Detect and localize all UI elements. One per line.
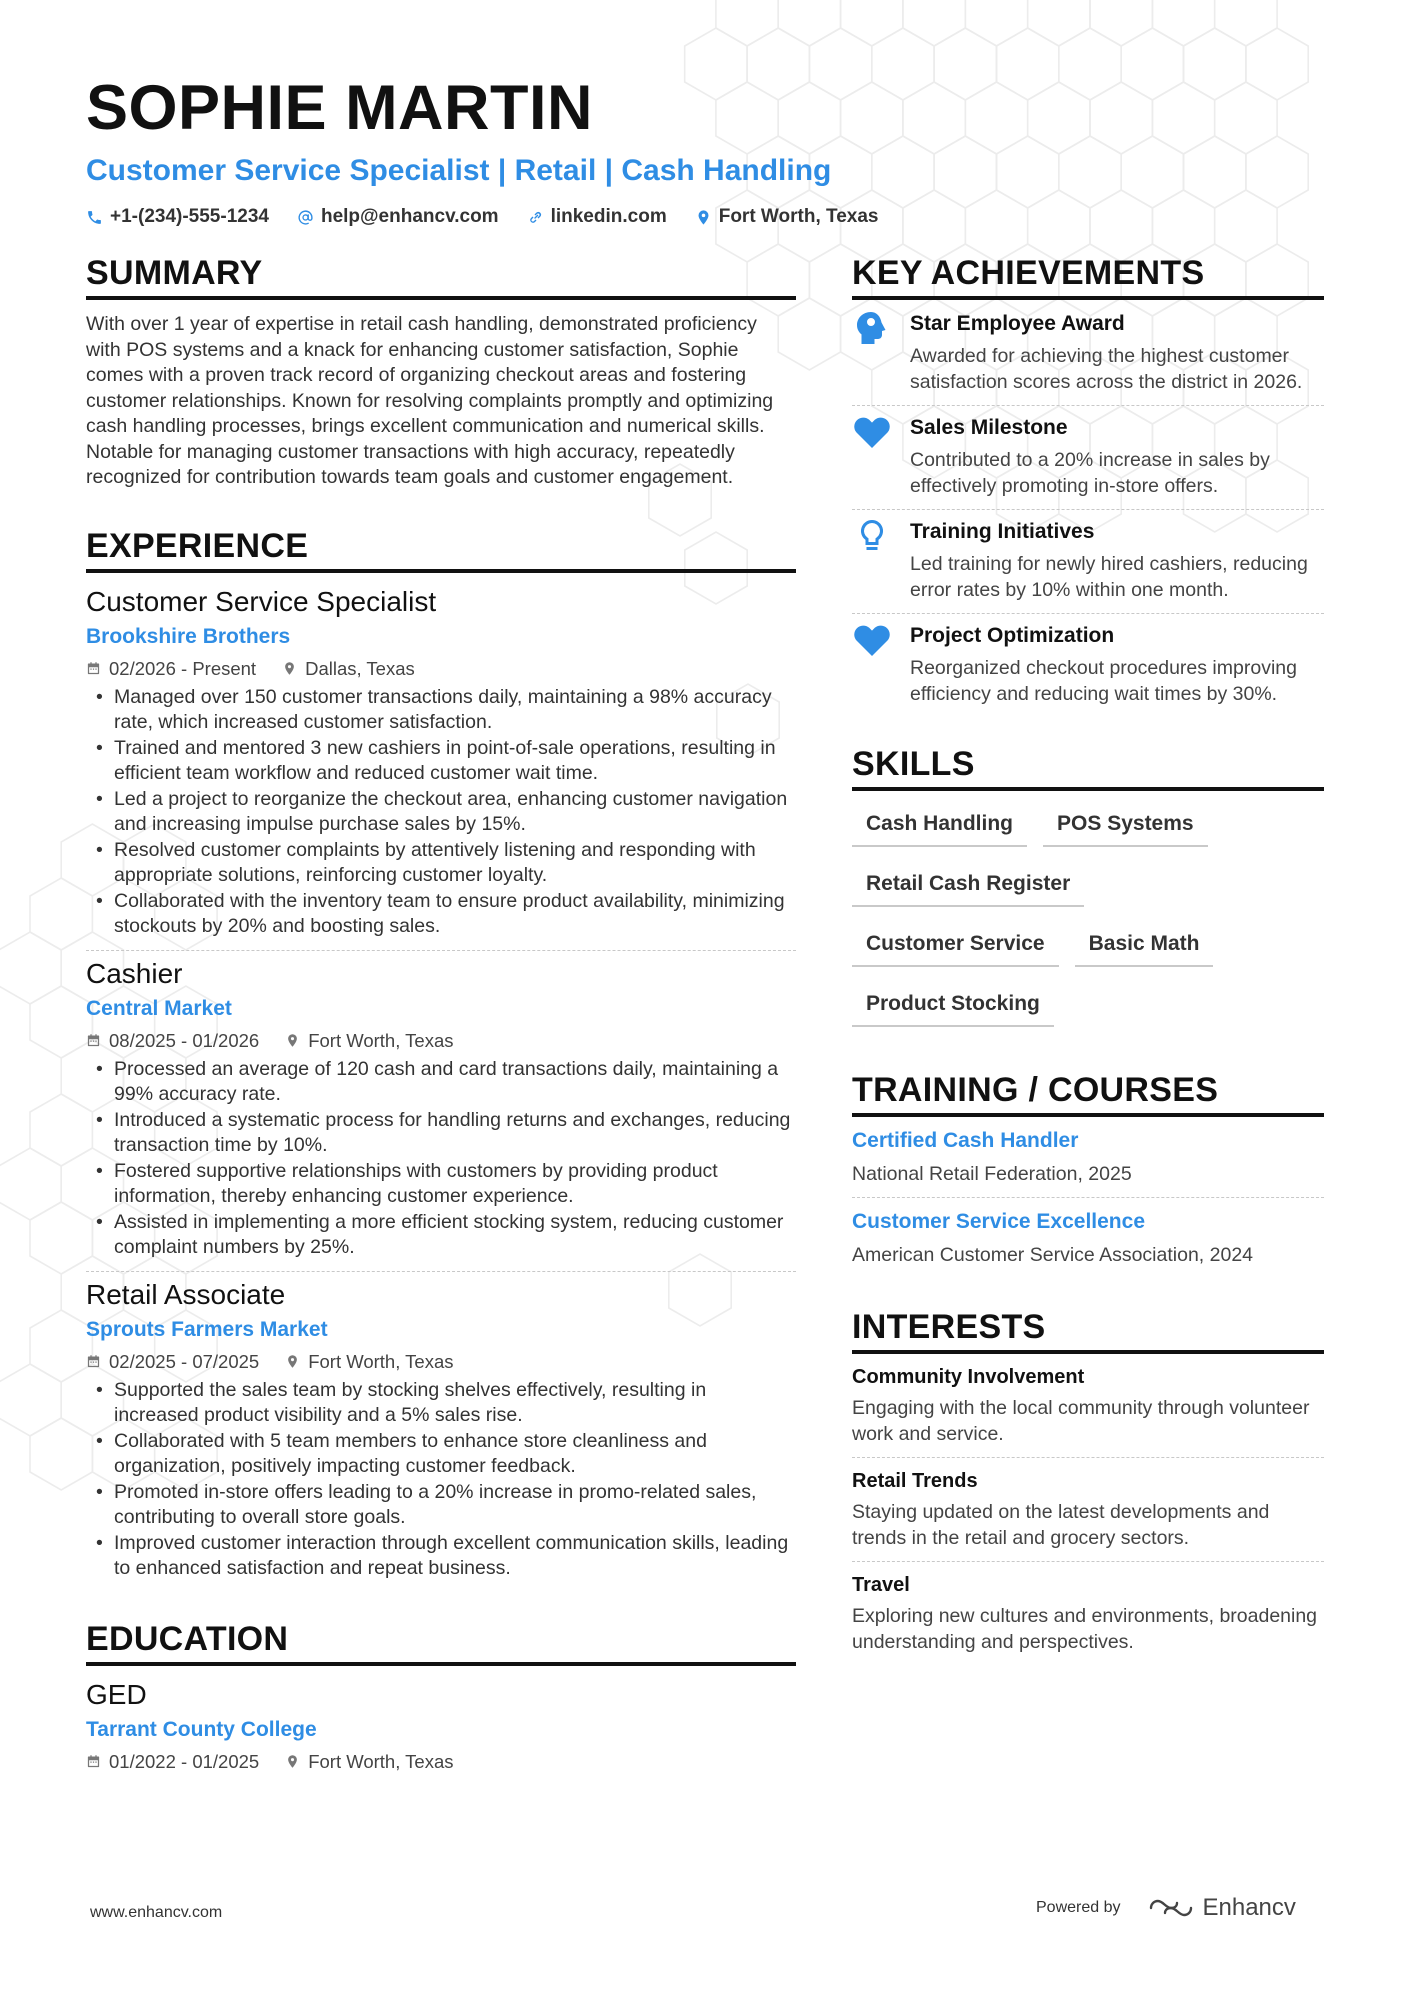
brand-name: Enhancv: [1202, 1894, 1296, 1921]
interest-title: Travel: [852, 1574, 910, 1596]
link-icon: [527, 209, 544, 226]
contact-email[interactable]: [297, 206, 499, 228]
linkedin-text: linkedin.com: [550, 206, 667, 227]
list-item: • Collaborated with the inventory team to ensure product availability, minimizing stockouts by 20% and boosting sales.: [86, 889, 796, 940]
job-bullets: [86, 1378, 796, 1582]
candidate-name: SOPHIE MARTIN: [86, 73, 594, 143]
experience-entry: [86, 1278, 796, 1582]
education-dates: [86, 1750, 259, 1774]
enhancv-logo-icon: [1147, 1896, 1195, 1920]
achievement-item: [852, 614, 1324, 717]
interest-title: Retail Trends: [852, 1470, 978, 1492]
achievement-icon-wrap: [852, 310, 910, 395]
map-pin-icon: [285, 1033, 300, 1048]
achievement-desc: Awarded for achieving the highest customer satisfaction scores across the district in 2026.: [910, 345, 1303, 393]
job-bullets: [86, 685, 796, 940]
experience-entry: [86, 957, 796, 1261]
job-title: Customer Service Specialist: [86, 585, 437, 617]
achievement-icon-wrap: [852, 622, 910, 707]
job-location: [285, 1029, 453, 1053]
job-location-text: Fort Worth, Texas: [308, 1029, 454, 1051]
achievement-body: [910, 310, 1324, 395]
training-section: [852, 1069, 1324, 1278]
right-column: [852, 252, 1324, 1665]
candidate-headline: Customer Service Specialist | Retail | Cash Handling: [86, 154, 832, 187]
head-icon: [852, 310, 892, 346]
experience-entry: [86, 585, 796, 940]
skills-list: [852, 803, 1324, 1043]
achievement-desc: Led training for newly hired cashiers, reducing error rates by 10% within one month.: [910, 553, 1308, 601]
email-text: help@enhancv.com: [320, 206, 499, 227]
list-item: • Trained and mentored 3 new cashiers in point-of-sale operations, resulting in efficient team workflow and reduced customer wait time.: [86, 736, 796, 787]
job-dates-text: 02/2026 - Present: [109, 657, 257, 679]
lightbulb-icon: [852, 518, 892, 554]
interest-item: [852, 1562, 1324, 1665]
course-item: [852, 1198, 1324, 1278]
interests-heading: INTERESTS: [852, 1306, 1324, 1354]
job-meta: [86, 1350, 796, 1374]
divider: [86, 1271, 796, 1272]
course-title: Customer Service Excellence: [852, 1210, 1145, 1233]
education-section: [86, 1618, 796, 1774]
map-pin-icon: [695, 209, 712, 226]
job-location: [285, 1350, 453, 1374]
company-name: Brookshire Brothers: [86, 624, 291, 648]
heart-icon: [852, 414, 892, 450]
brand-logo[interactable]: [1147, 1894, 1296, 1922]
job-location-text: Dallas, Texas: [305, 657, 415, 679]
list-item: • Introduced a systematic process for handling returns and exchanges, reducing transaction time by 10%.: [86, 1108, 796, 1159]
job-meta: [86, 657, 796, 681]
skill-tag: POS Systems: [1043, 803, 1208, 847]
skills-heading: SKILLS: [852, 743, 1324, 791]
powered-by-label: Powered by: [1036, 1899, 1121, 1916]
achievement-item: [852, 406, 1324, 509]
company-name: Central Market: [86, 996, 232, 1020]
course-item: [852, 1123, 1324, 1197]
contact-linkedin[interactable]: [527, 206, 667, 228]
calendar-icon: [86, 1354, 101, 1369]
interest-item: [852, 1360, 1324, 1457]
map-pin-icon: [285, 1754, 300, 1769]
phone-icon: [86, 209, 103, 226]
interest-item: [852, 1458, 1324, 1561]
course-title: Certified Cash Handler: [852, 1129, 1079, 1152]
summary-text: With over 1 year of expertise in retail cash handling, demonstrated proficiency with POS systems and a knack for enhancing customer satisfaction, Sophie comes with a proven track record of organizing checkout areas and fostering customer relationships. Known for resolving complaints promptly and optimizing cash handling processes, brings excellent communication and numerical skills. Notable for managing customer transactions with high accuracy, repeatedly recognized for contribution towards team goals and customer engagement.: [86, 313, 774, 488]
achievements-heading: KEY ACHIEVEMENTS: [852, 252, 1324, 300]
list-item: • Processed an average of 120 cash and card transactions daily, maintaining a 99% accuracy rate.: [86, 1057, 796, 1108]
divider: [86, 950, 796, 951]
left-column: [86, 252, 796, 1774]
phone-text: +1-(234)-555-1234: [110, 206, 269, 227]
skill-tag: Product Stocking: [852, 983, 1054, 1027]
location-text: Fort Worth, Texas: [718, 206, 879, 227]
interest-desc: Engaging with the local community through volunteer work and service.: [852, 1397, 1310, 1445]
education-location: [285, 1750, 453, 1774]
list-item: • Fostered supportive relationships with customers by providing product information, thereby enhancing customer experience.: [86, 1159, 796, 1210]
course-provider: American Customer Service Association, 2024: [852, 1244, 1254, 1266]
map-pin-icon: [282, 661, 297, 676]
skills-section: [852, 743, 1324, 1043]
job-title: Cashier: [86, 957, 183, 989]
achievement-title: Training Initiatives: [910, 520, 1095, 543]
skill-tag: Basic Math: [1075, 923, 1214, 967]
job-location: [282, 657, 415, 681]
interest-desc: Exploring new cultures and environments, broadening understanding and perspectives.: [852, 1605, 1318, 1653]
job-title: Retail Associate: [86, 1278, 286, 1310]
skill-tag: Retail Cash Register: [852, 863, 1084, 907]
achievement-icon-wrap: [852, 414, 910, 499]
contact-bar: [86, 206, 1326, 228]
list-item: • Managed over 150 customer transactions daily, maintaining a 98% accuracy rate, which increased customer satisfaction.: [86, 685, 796, 736]
heart-icon: [852, 622, 892, 658]
experience-section: [86, 525, 796, 1582]
job-dates: [86, 1029, 259, 1053]
interests-section: [852, 1306, 1324, 1665]
summary-section: [86, 252, 796, 491]
job-dates-text: 02/2025 - 07/2025: [109, 1350, 260, 1372]
footer-website[interactable]: www.enhancv.com: [90, 1904, 223, 1921]
achievement-title: Sales Milestone: [910, 416, 1068, 439]
job-dates-text: 08/2025 - 01/2026: [109, 1029, 260, 1051]
training-heading: TRAINING / COURSES: [852, 1069, 1324, 1117]
calendar-icon: [86, 661, 101, 676]
job-location-text: Fort Worth, Texas: [308, 1350, 454, 1372]
list-item: • Improved customer interaction through excellent communication skills, leading to enhanced satisfaction and repeat business.: [86, 1531, 796, 1582]
achievement-title: Project Optimization: [910, 624, 1115, 647]
interest-desc: Staying updated on the latest developments and trends in the retail and grocery sectors.: [852, 1501, 1270, 1549]
calendar-icon: [86, 1754, 101, 1769]
list-item: • Led a project to reorganize the checkout area, enhancing customer navigation and increasing impulse purchase sales by 15%.: [86, 787, 796, 838]
achievement-title: Star Employee Award: [910, 312, 1125, 335]
education-location-text: Fort Worth, Texas: [308, 1750, 454, 1772]
map-pin-icon: [285, 1354, 300, 1369]
achievement-item: [852, 510, 1324, 613]
skill-tag: Cash Handling: [852, 803, 1027, 847]
job-meta: [86, 1029, 796, 1053]
education-meta: [86, 1750, 796, 1774]
degree-title: GED: [86, 1678, 147, 1710]
list-item: • Supported the sales team by stocking shelves effectively, resulting in increased product visibility and a 5% sales rise.: [86, 1378, 796, 1429]
list-item: • Resolved customer complaints by attentively listening and responding with appropriate solutions, reinforcing customer loyalty.: [86, 838, 796, 889]
achievement-desc: Contributed to a 20% increase in sales by effectively promoting in-store offers.: [910, 449, 1270, 497]
contact-phone[interactable]: [86, 206, 269, 228]
job-dates: [86, 657, 256, 681]
job-dates: [86, 1350, 259, 1374]
achievement-body: [910, 414, 1324, 499]
experience-heading: EXPERIENCE: [86, 525, 796, 573]
achievement-icon-wrap: [852, 518, 910, 603]
job-bullets: [86, 1057, 796, 1261]
resume-header: [86, 68, 1326, 228]
list-item: • Assisted in implementing a more efficient stocking system, reducing customer complaint numbers by 25%.: [86, 1210, 796, 1261]
list-item: • Promoted in-store offers leading to a 20% increase in promo-related sales, contributing to overall store goals.: [86, 1480, 796, 1531]
at-icon: [297, 209, 314, 226]
achievement-body: [910, 622, 1324, 707]
list-item: • Collaborated with 5 team members to enhance store cleanliness and organization, positively impacting customer feedback.: [86, 1429, 796, 1480]
education-heading: EDUCATION: [86, 1618, 796, 1666]
skill-tag: Customer Service: [852, 923, 1059, 967]
education-entry: [86, 1678, 796, 1774]
achievement-item: [852, 302, 1324, 405]
achievement-body: [910, 518, 1324, 603]
interest-title: Community Involvement: [852, 1366, 1085, 1388]
education-dates-text: 01/2022 - 01/2025: [109, 1750, 260, 1772]
course-provider: National Retail Federation, 2025: [852, 1163, 1132, 1185]
company-name: Sprouts Farmers Market: [86, 1317, 328, 1341]
summary-heading: SUMMARY: [86, 252, 796, 300]
footer-branding: [1036, 1894, 1296, 1922]
calendar-icon: [86, 1033, 101, 1048]
achievements-section: [852, 252, 1324, 717]
achievement-desc: Reorganized checkout procedures improving efficiency and reducing wait times by 30%.: [910, 657, 1297, 705]
school-name: Tarrant County College: [86, 1717, 317, 1741]
contact-location: [695, 206, 879, 228]
